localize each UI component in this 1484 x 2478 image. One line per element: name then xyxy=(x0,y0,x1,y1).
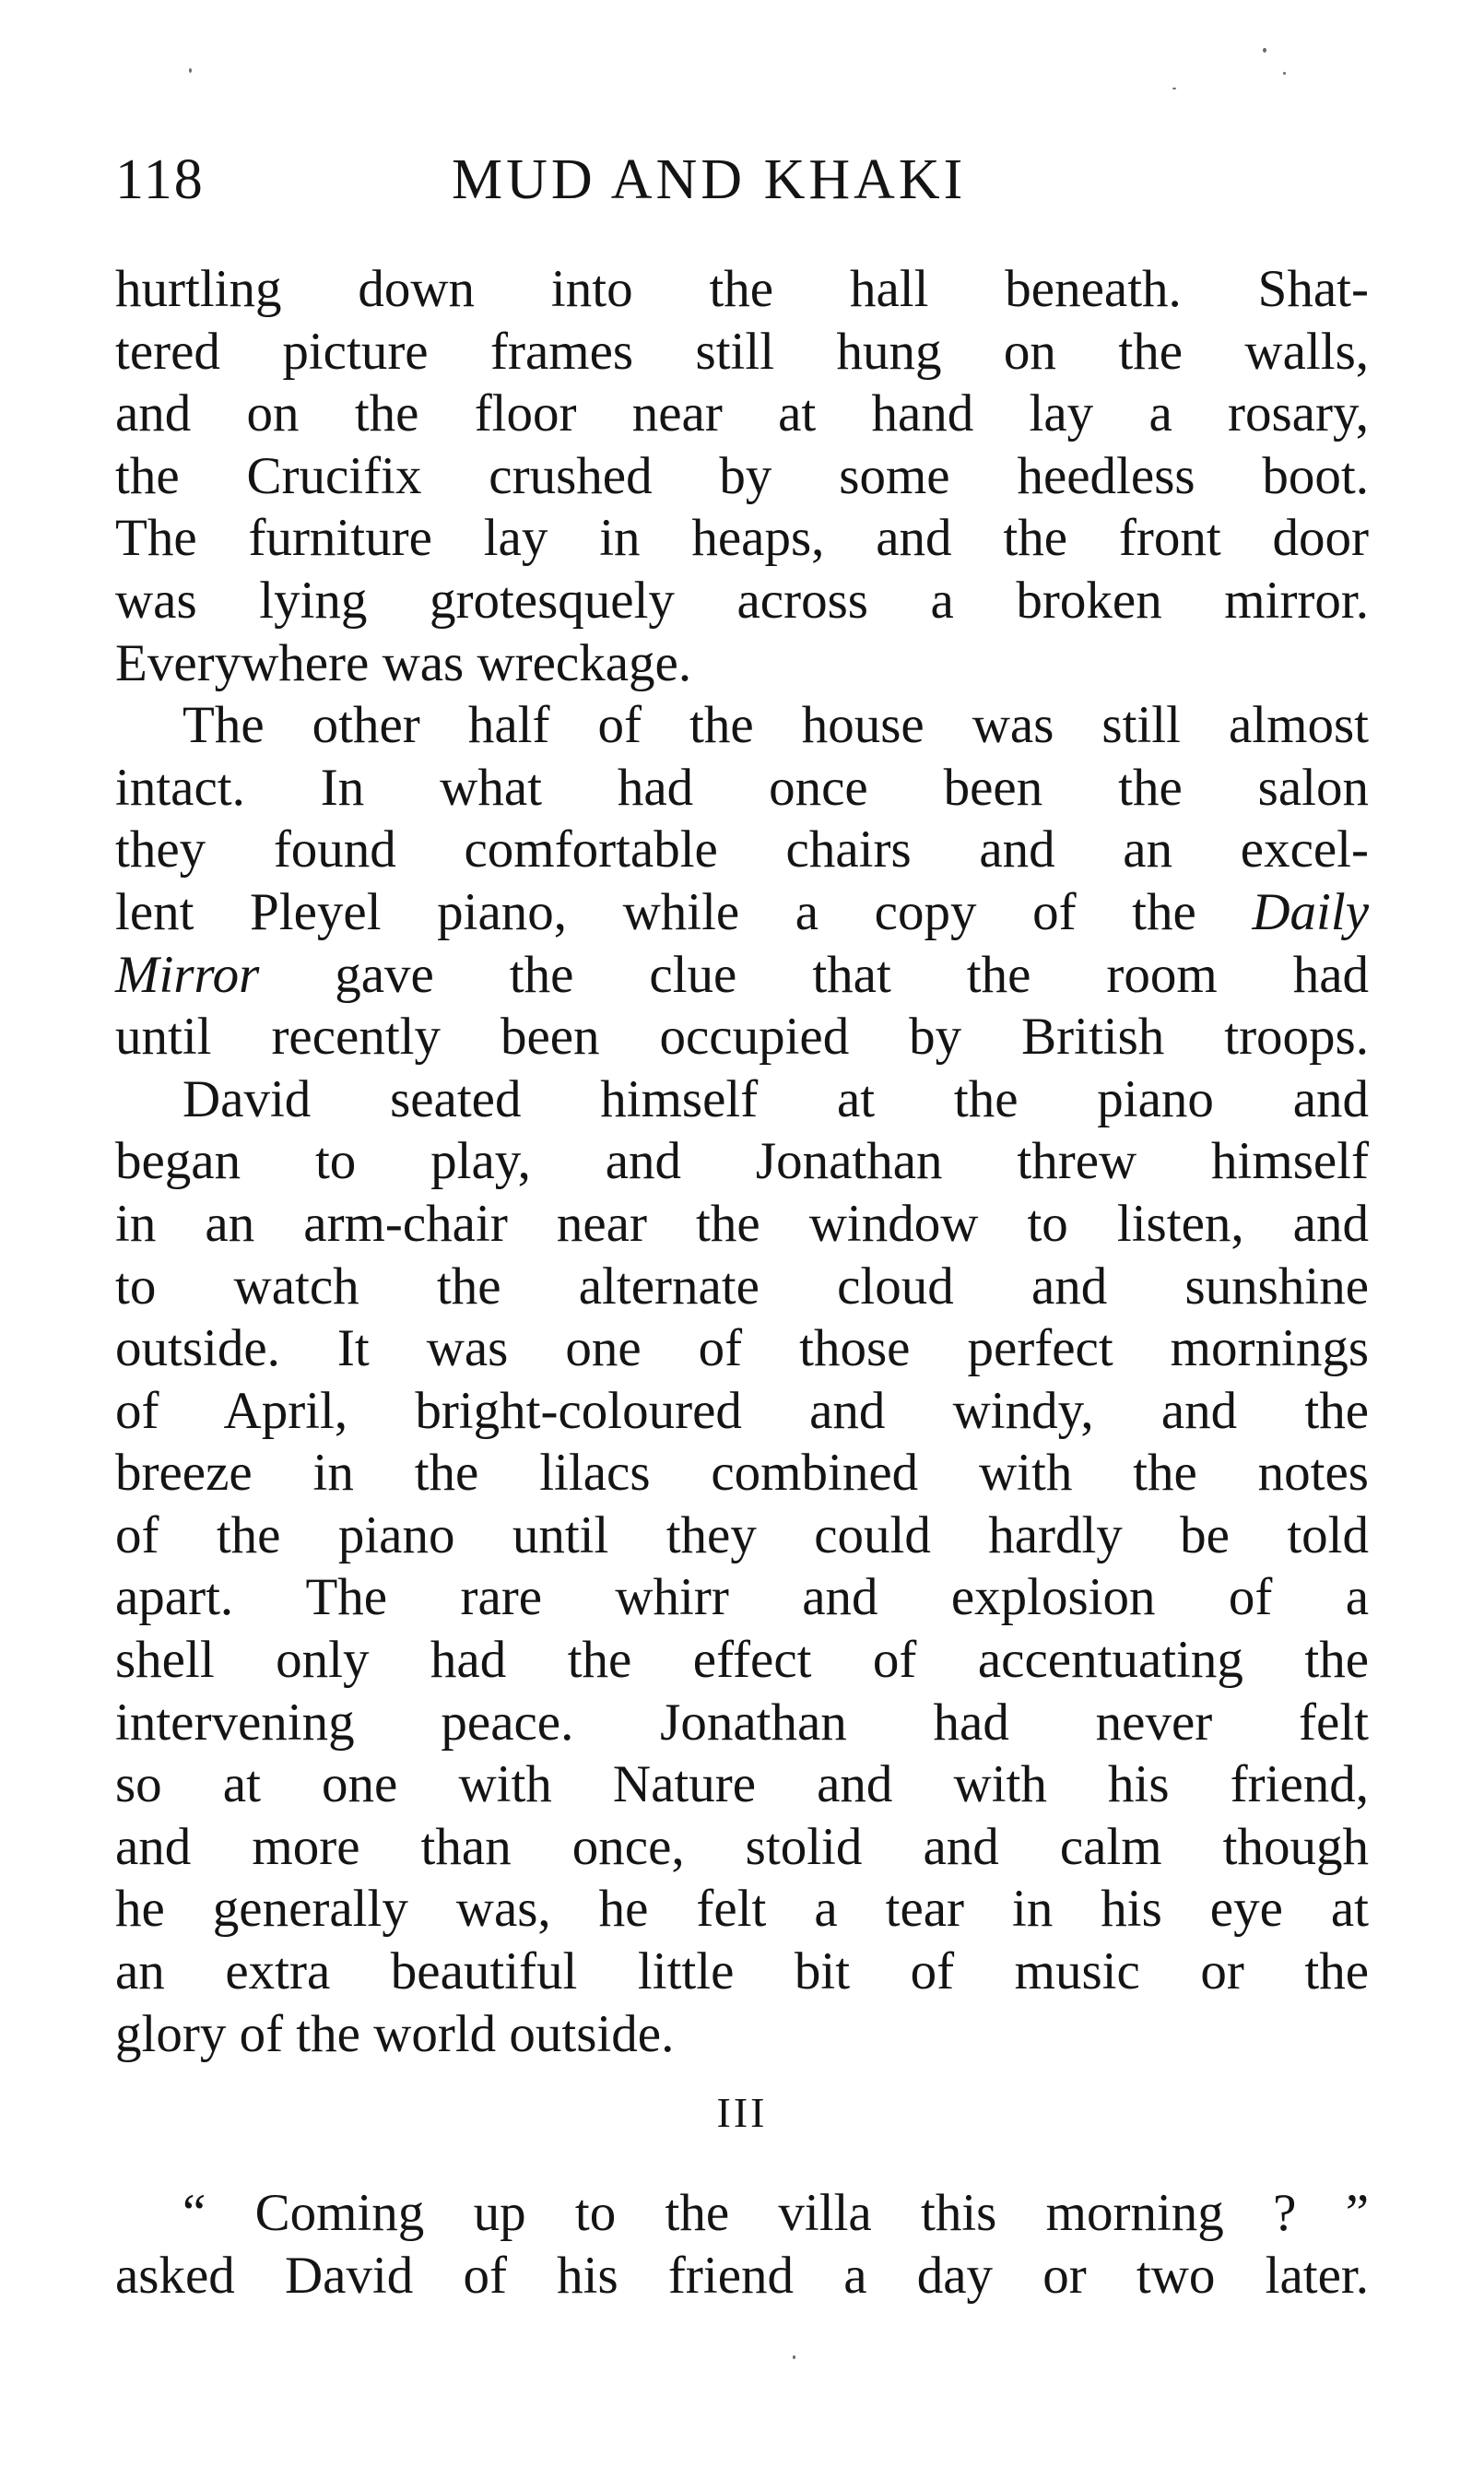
text-line: intervening peace. Jonathan had never felt xyxy=(115,1693,1369,1752)
page-number: 118 xyxy=(115,148,205,211)
text-line: apart. The rare whirr and explosion of a xyxy=(115,1568,1369,1627)
text-run: lent Pleyel piano, while a copy of the xyxy=(115,882,1253,941)
text-line: was lying grotesquely across a broken mirror. xyxy=(115,571,1369,630)
text-line: so at one with Nature and with his friend, xyxy=(115,1755,1369,1814)
text-line: he generally was, he felt a tear in his eye at xyxy=(115,1880,1369,1939)
text-line: of the piano until they could hardly be told xyxy=(115,1505,1369,1564)
text-line: David seated himself at the piano and xyxy=(183,1069,1369,1128)
text-line: Everywhere was wreckage. xyxy=(115,633,692,692)
text-line: breeze in the lilacs combined with the notes xyxy=(115,1444,1369,1503)
running-title: MUD AND KHAKI xyxy=(452,148,967,211)
text-line: the Crucifix crushed by some heedless boot. xyxy=(115,446,1369,505)
text-run: gave the clue that the room had xyxy=(259,945,1369,1004)
text-line: tered picture frames still hung on the walls, xyxy=(115,322,1369,381)
text-line: of April, bright-coloured and windy, and the xyxy=(115,1381,1369,1440)
text-line: The furniture lay in heaps, and the front door xyxy=(115,509,1369,568)
text-line: until recently been occupied by British troops. xyxy=(115,1008,1369,1067)
italic-title: Mirror xyxy=(115,945,260,1004)
text-line: to watch the alternate cloud and sunshine xyxy=(115,1257,1369,1316)
text-line: began to play, and Jonathan threw himself xyxy=(115,1132,1369,1191)
ink-speck xyxy=(1172,88,1176,89)
section-number: III xyxy=(716,2089,768,2136)
ink-speck xyxy=(793,2355,795,2359)
text-line: in an arm-chair near the window to listen, and xyxy=(115,1194,1369,1253)
text-line: outside. It was one of those perfect mornings xyxy=(115,1319,1369,1378)
text-line: asked David of his friend a day or two later. xyxy=(115,2246,1369,2305)
text-line: hurtling down into the hall beneath. Shat- xyxy=(115,260,1369,318)
ink-speck xyxy=(189,68,192,73)
text-line: shell only had the effect of accentuating the xyxy=(115,1631,1369,1690)
section-text xyxy=(115,2182,1369,2307)
text-line xyxy=(115,944,1369,1007)
italic-title: Daily xyxy=(1252,882,1369,941)
ink-speck xyxy=(1263,48,1266,53)
running-head xyxy=(115,138,1369,221)
text-line: “ Coming up to the villa this morning ? ” xyxy=(183,2184,1369,2242)
text-line: The other half of the house was still almost xyxy=(183,696,1369,755)
text-line: intact. In what had once been the salon xyxy=(115,758,1369,817)
text-line xyxy=(115,881,1369,944)
text-line: and more than once, stolid and calm though xyxy=(115,1817,1369,1876)
body-text xyxy=(115,258,1369,2065)
text-line: and on the floor near at hand lay a rosary, xyxy=(115,384,1369,443)
text-line: glory of the world outside. xyxy=(115,2004,675,2063)
text-line: an extra beautiful little bit of music or the xyxy=(115,1942,1369,2001)
ink-speck xyxy=(1283,72,1286,75)
text-line: they found comfortable chairs and an excel- xyxy=(115,820,1369,879)
